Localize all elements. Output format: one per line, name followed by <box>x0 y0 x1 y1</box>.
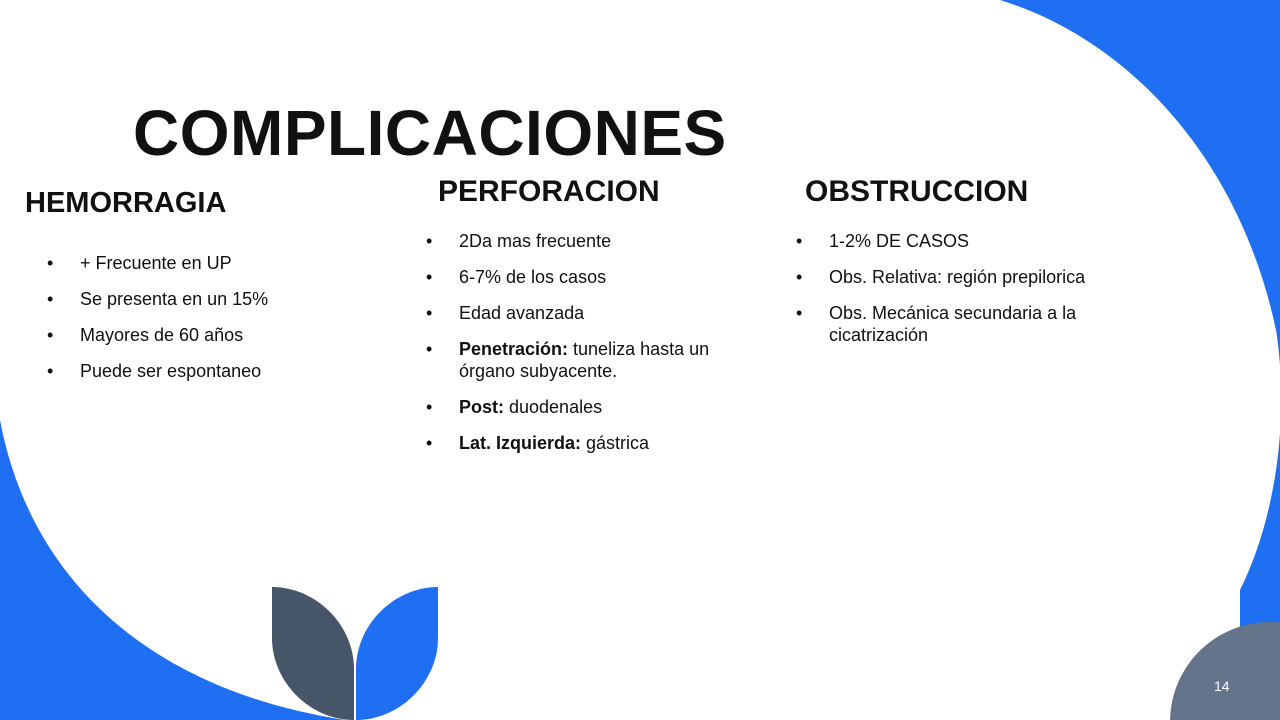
list-item: • Obs. Mecánica secundaria a la cicatrización <box>796 302 1116 346</box>
list-item: • 1-2% DE CASOS <box>796 230 1116 252</box>
heading-obstruccion: OBSTRUCCION <box>805 175 1029 208</box>
list-item: • 2Da mas frecuente <box>426 230 746 252</box>
list-hemorragia <box>47 252 347 396</box>
heading-hemorragia: HEMORRAGIA <box>25 187 227 219</box>
list-item: • 6-7% de los casos <box>426 266 746 288</box>
list-item: • Se presenta en un 15% <box>47 288 347 310</box>
slide-title: COMPLICACIONES <box>133 97 727 169</box>
heading-perforacion: PERFORACION <box>438 175 660 208</box>
list-item: • Lat. Izquierda: gástrica <box>426 432 746 454</box>
list-item: • Obs. Relativa: región prepilorica <box>796 266 1116 288</box>
list-item: • Post: duodenales <box>426 396 746 418</box>
page-number: 14 <box>1214 678 1230 694</box>
list-obstruccion <box>796 230 1116 360</box>
leaf-logo-shape <box>272 587 438 720</box>
list-perforacion <box>426 230 746 468</box>
list-item: • Puede ser espontaneo <box>47 360 347 382</box>
list-item: • Mayores de 60 años <box>47 324 347 346</box>
list-item: • + Frecuente en UP <box>47 252 347 274</box>
list-item: • Edad avanzada <box>426 302 746 324</box>
list-item: • Penetración: tuneliza hasta un órgano subyacente. <box>426 338 746 382</box>
